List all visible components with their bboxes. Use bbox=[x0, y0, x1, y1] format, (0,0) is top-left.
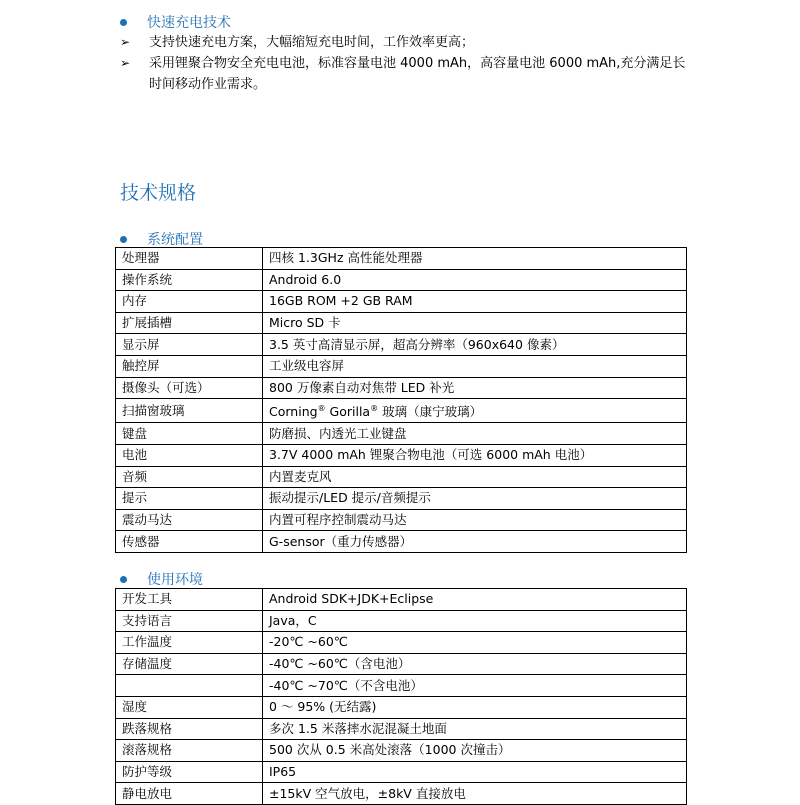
spec-value: 工业级电容屏 bbox=[263, 355, 687, 377]
fast-charge-line-2: ➢ 采用锂聚合物安全充电电池，标准容量电池 4000 mAh，高容量电池 6000 mAh,充分满足长时间移动作业需求。 bbox=[120, 53, 690, 95]
spec-key: 支持语言 bbox=[116, 610, 263, 632]
spec-key: 工作温度 bbox=[116, 632, 263, 654]
spec-key: 触控屏 bbox=[116, 355, 263, 377]
spec-key bbox=[116, 675, 263, 697]
system-row bbox=[116, 399, 687, 423]
system-heading bbox=[120, 229, 203, 249]
spec-key: 滚落规格 bbox=[116, 740, 263, 762]
spec-key: 电池 bbox=[116, 444, 263, 466]
system-row bbox=[116, 269, 687, 291]
system-row bbox=[116, 488, 687, 510]
spec-value: 振动提示/LED 提示/音频提示 bbox=[263, 488, 687, 510]
system-row bbox=[116, 466, 687, 488]
spec-value: IP65 bbox=[263, 761, 687, 783]
system-row bbox=[116, 291, 687, 313]
spec-title: 技术规格 bbox=[120, 182, 197, 204]
spec-key: 湿度 bbox=[116, 696, 263, 718]
system-heading-label: 系统配置 bbox=[147, 232, 203, 248]
spec-key: 处理器 bbox=[116, 248, 263, 270]
system-row bbox=[116, 509, 687, 531]
arrow-bullet-icon: ➢ bbox=[120, 35, 131, 49]
spec-value: 防磨损、内透光工业键盘 bbox=[263, 423, 687, 445]
system-row bbox=[116, 312, 687, 334]
spec-value: Java，C bbox=[263, 610, 687, 632]
system-row bbox=[116, 334, 687, 356]
spec-value: G-sensor（重力传感器） bbox=[263, 531, 687, 553]
spec-key: 传感器 bbox=[116, 531, 263, 553]
spec-key: 开发工具 bbox=[116, 589, 263, 611]
spec-value: Micro SD 卡 bbox=[263, 312, 687, 334]
spec-value: -40℃ ~60℃（含电池） bbox=[263, 653, 687, 675]
spec-value: -40℃ ~70℃（不含电池） bbox=[263, 675, 687, 697]
spec-key: 跌落规格 bbox=[116, 718, 263, 740]
environment-row bbox=[116, 696, 687, 718]
spec-value: 16GB ROM +2 GB RAM bbox=[263, 291, 687, 313]
environment-row bbox=[116, 718, 687, 740]
spec-value: Android SDK+JDK+Eclipse bbox=[263, 589, 687, 611]
spec-value: 四核 1.3GHz 高性能处理器 bbox=[263, 248, 687, 270]
spec-value: 内置麦克风 bbox=[263, 466, 687, 488]
spec-key: 防护等级 bbox=[116, 761, 263, 783]
spec-key: 操作系统 bbox=[116, 269, 263, 291]
system-row bbox=[116, 248, 687, 270]
spec-key: 提示 bbox=[116, 488, 263, 510]
spec-key: 键盘 bbox=[116, 423, 263, 445]
environment-heading bbox=[120, 569, 203, 589]
system-row bbox=[116, 531, 687, 553]
spec-key: 显示屏 bbox=[116, 334, 263, 356]
environment-row bbox=[116, 761, 687, 783]
arrow-bullet-icon: ➢ bbox=[120, 56, 131, 70]
spec-value: 多次 1.5 米落摔水泥混凝土地面 bbox=[263, 718, 687, 740]
spec-value: -20℃ ~60℃ bbox=[263, 632, 687, 654]
spec-key: 震动马达 bbox=[116, 509, 263, 531]
spec-value: Android 6.0 bbox=[263, 269, 687, 291]
spec-value: 800 万像素自动对焦带 LED 补光 bbox=[263, 377, 687, 399]
fast-charge-title: 快速充电技术 bbox=[147, 15, 231, 31]
system-row bbox=[116, 355, 687, 377]
environment-row bbox=[116, 632, 687, 654]
spec-key: 摄像头（可选） bbox=[116, 377, 263, 399]
environment-row bbox=[116, 589, 687, 611]
fast-charge-heading bbox=[120, 12, 231, 32]
spec-value: 500 次从 0.5 米高处滚落（1000 次撞击） bbox=[263, 740, 687, 762]
spec-value: 内置可程序控制震动马达 bbox=[263, 509, 687, 531]
spec-key: 音频 bbox=[116, 466, 263, 488]
system-config-table bbox=[115, 247, 687, 553]
fast-charge-line-1: ➢ 支持快速充电方案，大幅缩短充电时间，工作效率更高； bbox=[120, 32, 690, 53]
spec-value: 0 ～ 95% (无结露) bbox=[263, 696, 687, 718]
system-row bbox=[116, 377, 687, 399]
environment-heading-label: 使用环境 bbox=[147, 572, 203, 588]
spec-value: ±15kV 空气放电，±8kV 直接放电 bbox=[263, 783, 687, 805]
spec-key: 静电放电 bbox=[116, 783, 263, 805]
environment-row bbox=[116, 740, 687, 762]
spec-value: 3.7V 4000 mAh 锂聚合物电池（可选 6000 mAh 电池） bbox=[263, 444, 687, 466]
spec-key: 内存 bbox=[116, 291, 263, 313]
spec-key: 扫描窗玻璃 bbox=[116, 399, 263, 423]
environment-row bbox=[116, 610, 687, 632]
spec-key: 扩展插槽 bbox=[116, 312, 263, 334]
spec-key: 存储温度 bbox=[116, 653, 263, 675]
environment-row bbox=[116, 675, 687, 697]
system-row bbox=[116, 444, 687, 466]
system-row bbox=[116, 423, 687, 445]
bullet-icon bbox=[120, 19, 127, 26]
bullet-icon bbox=[120, 576, 127, 583]
spec-value: 3.5 英寸高清显示屏，超高分辨率（960x640 像素） bbox=[263, 334, 687, 356]
bullet-icon bbox=[120, 236, 127, 243]
environment-table bbox=[115, 588, 687, 805]
environment-row bbox=[116, 653, 687, 675]
environment-row bbox=[116, 783, 687, 805]
spec-value: Corning® Gorilla® 玻璃（康宁玻璃） bbox=[263, 399, 687, 423]
